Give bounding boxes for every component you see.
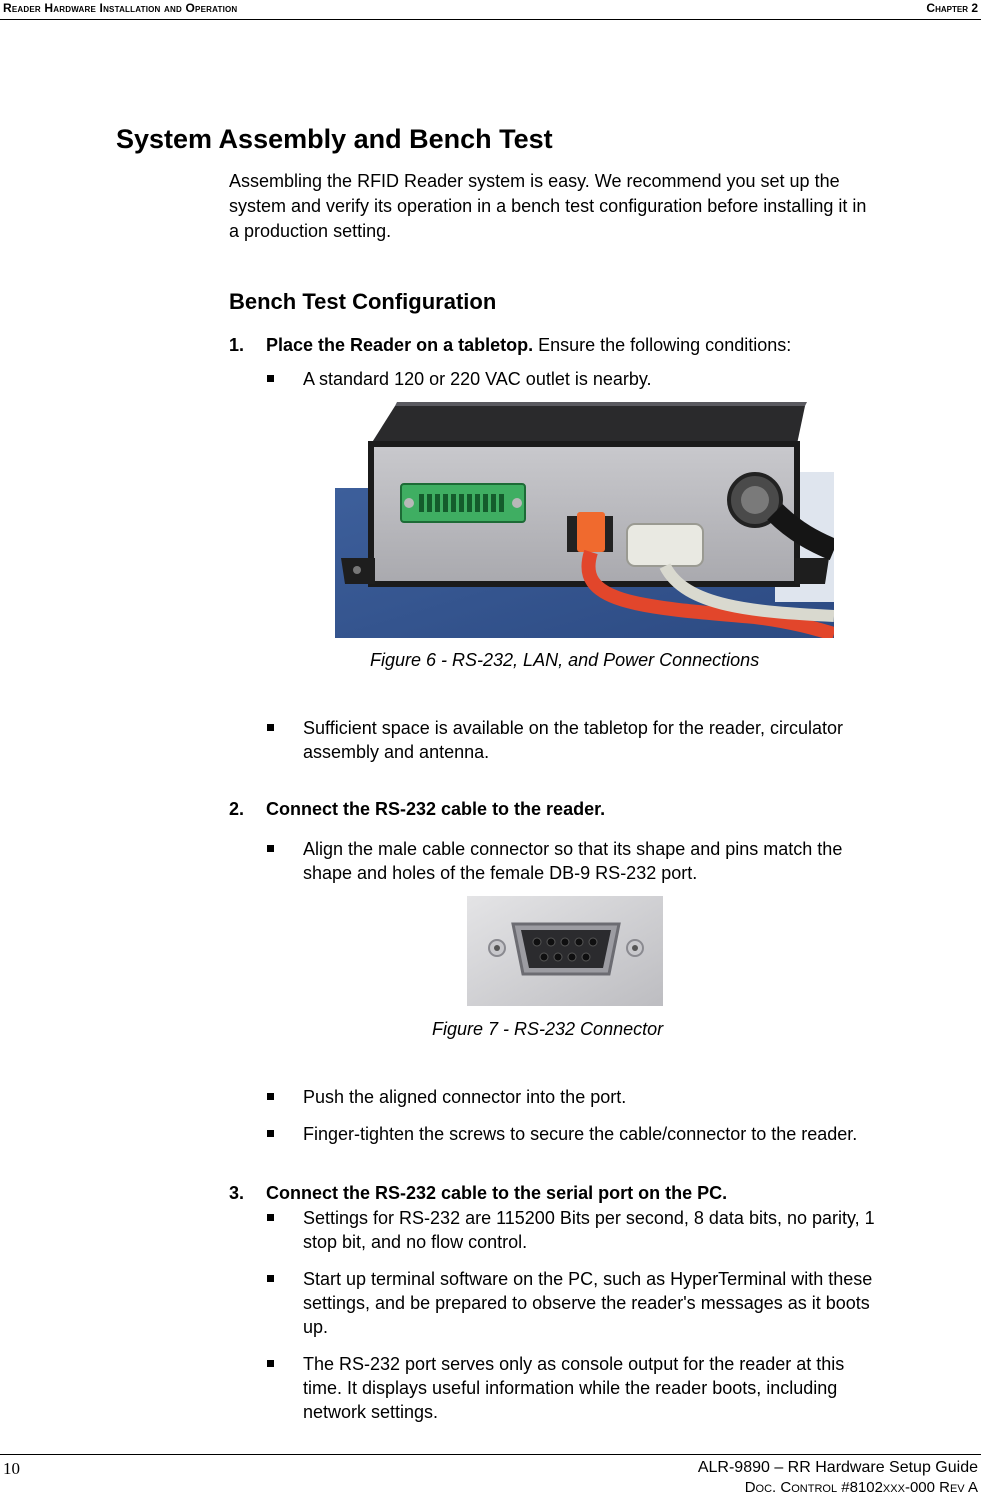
bullet-square-icon <box>267 1130 274 1137</box>
figure-6-caption: Figure 6 - RS-232, LAN, and Power Connections <box>370 650 760 670</box>
figure-7-caption: Figure 7 - RS-232 Connector <box>432 1019 664 1039</box>
step-2-lead: Connect the RS-232 cable to the reader. <box>266 799 606 819</box>
bullet-square-icon <box>267 1360 274 1367</box>
footer-doc-control: Doc. Control #8102xxx-000 Rev A <box>744 1479 978 1496</box>
header-chapter-number: Chapter 2 <box>926 1 978 15</box>
reader-connections-photo <box>335 402 834 638</box>
bullet-square-icon <box>267 1275 274 1282</box>
intro-line-3: a production setting. <box>229 221 392 241</box>
step-1-lead: Place the Reader on a tabletop. <box>266 335 534 355</box>
bullet-square-icon <box>267 1093 274 1100</box>
page-number: 10 <box>3 1459 20 1478</box>
footer-guide-title: ALR-9890 – RR Hardware Setup Guide <box>697 1459 978 1476</box>
step-2-number: 2. <box>229 799 245 819</box>
subsection-title: Bench Test Configuration <box>229 289 497 314</box>
step-1-number: 1. <box>229 335 245 355</box>
bullet-square-icon <box>267 1214 274 1221</box>
page-footer <box>0 1454 981 1496</box>
step-3-number: 3. <box>229 1183 245 1203</box>
intro-line-2: system and verify its operation in a bench test configuration before installing it in <box>229 196 867 216</box>
header-chapter-title: Reader Hardware Installation and Operation <box>3 1 238 15</box>
step-2 <box>229 798 605 820</box>
step-3-lead: Connect the RS-232 cable to the serial port on the PC. <box>266 1183 728 1203</box>
db9-connector-photo <box>467 896 663 1006</box>
bullet-square-icon <box>267 845 274 852</box>
bullet-square-icon <box>267 375 274 382</box>
section-title: System Assembly and Bench Test <box>116 124 553 154</box>
bullet-square-icon <box>267 724 274 731</box>
step-3 <box>229 1182 727 1204</box>
intro-line-1: Assembling the RFID Reader system is easy. We recommend you set up the <box>229 171 840 191</box>
step-1 <box>229 334 791 356</box>
page-header <box>0 0 981 20</box>
step-1-rest: Ensure the following conditions: <box>533 335 792 355</box>
